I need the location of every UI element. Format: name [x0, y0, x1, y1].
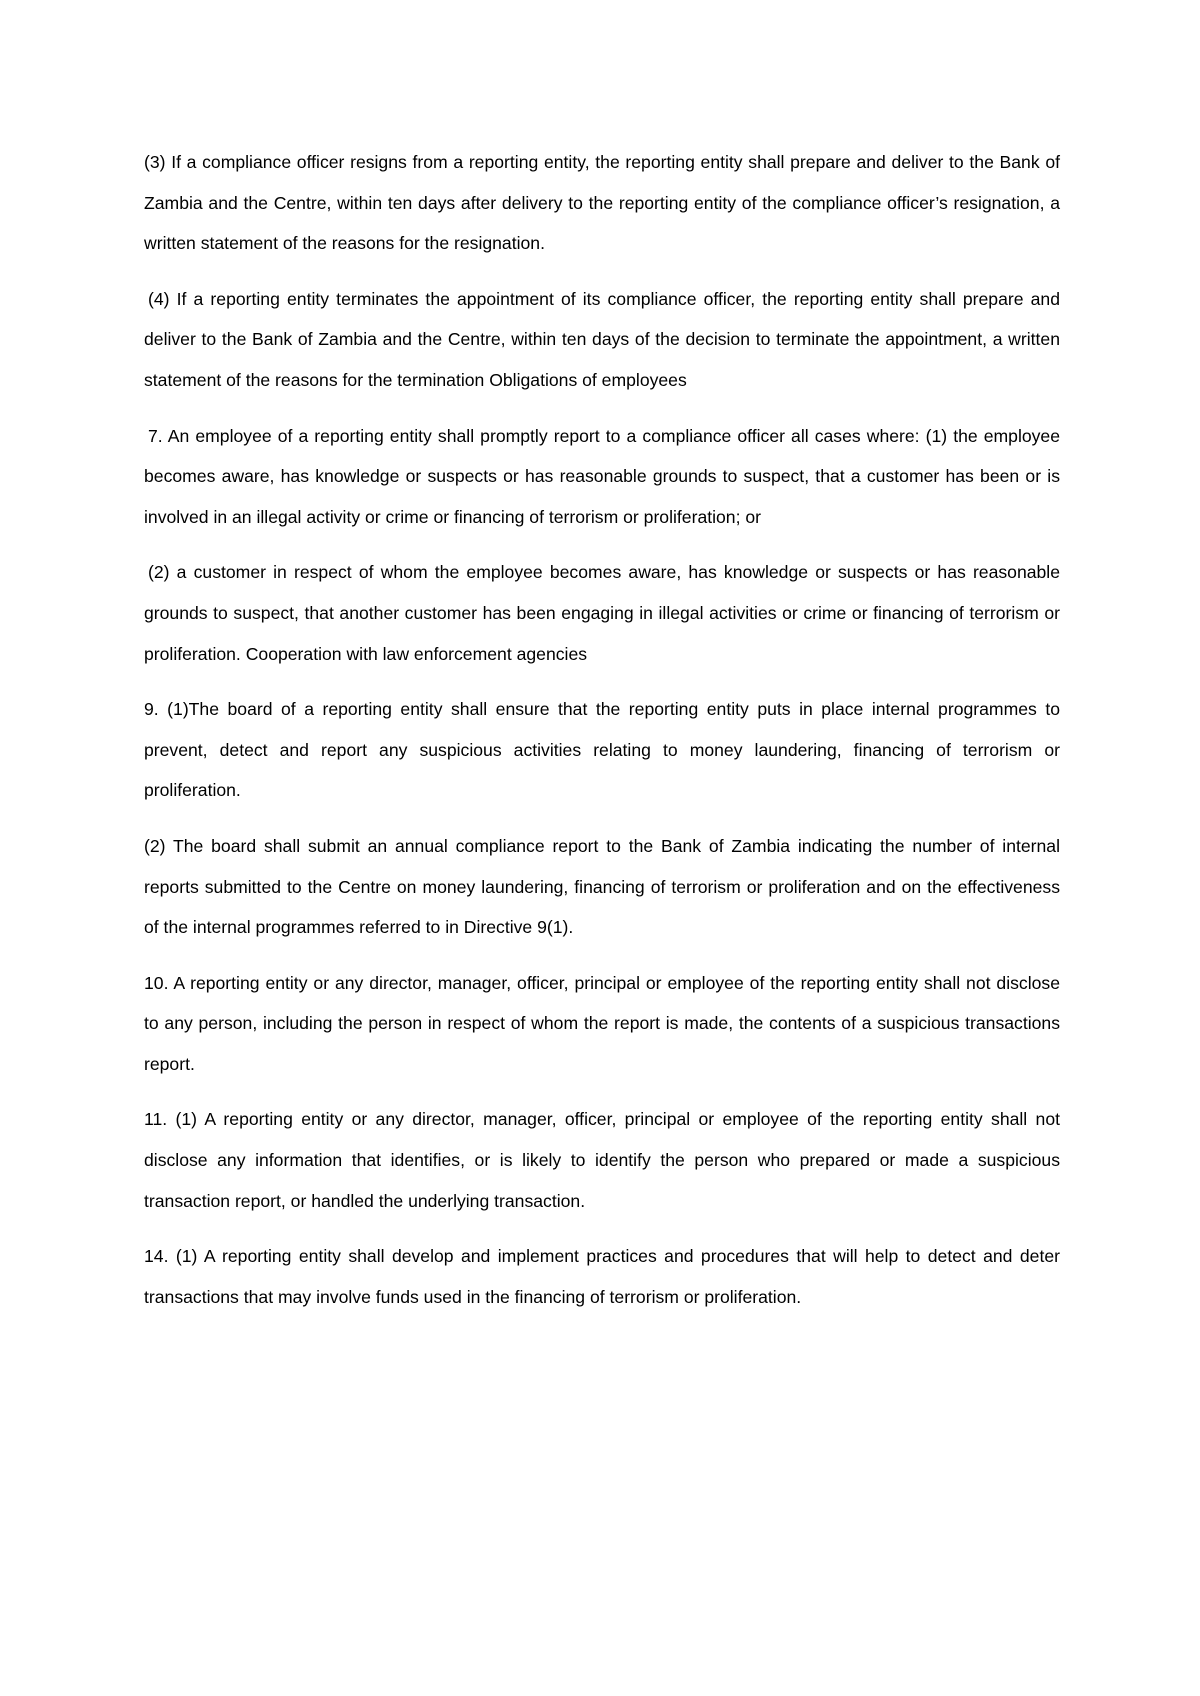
paragraph-10-disclosure: 10. A reporting entity or any director, manager, officer, principal or employee of the reporting entity shall not disclose to any person, including the person in respect of whom the report is made, the contents of a suspicious transactions report. [144, 972, 1060, 1074]
paragraph-3-resignation: (3) If a compliance officer resigns from a reporting entity, the reporting entity shall prepare and deliver to the Bank of Zambia and the Centre, within ten days after delivery to the reporting entity of the compliance officer’s resignation, a written statement of the reasons for the resignation. [144, 152, 1060, 254]
paragraph-14-practices: 14. (1) A reporting entity shall develop and implement practices and procedures that will help to detect and deter transactions that may involve funds used in the financing of terrorism or proliferation. [144, 1246, 1060, 1307]
document-body [144, 142, 1060, 1332]
paragraph-4-termination: (4) If a reporting entity terminates the appointment of its compliance officer, the reporting entity shall prepare and deliver to the Bank of Zambia and the Centre, within ten days of the decision to terminate the appointment, a written statement of the reasons for the termination Obligations of employees [144, 288, 1060, 390]
paragraph-9-1-board: 9. (1)The board of a reporting entity shall ensure that the reporting entity puts in place internal programmes to prevent, detect and report any suspicious activities relating to money laundering, financing of terrorism or proliferation. [144, 699, 1060, 801]
paragraph-9-2-annual-report: (2) The board shall submit an annual compliance report to the Bank of Zambia indicating the number of internal reports submitted to the Centre on money laundering, financing of terrorism or proliferation and on the effectiveness of the internal programmes referred to in Directive 9(1). [144, 835, 1060, 938]
paragraph-7-employee-report: 7. An employee of a reporting entity shall promptly report to a compliance officer all cases where: (1) the employee becomes aware, has knowledge or suspects or has reasonable grounds to suspect, that a customer has been or is involved in an illegal activity or crime or financing of terrorism or proliferation; or [144, 425, 1060, 527]
paragraph-7-2-customer: (2) a customer in respect of whom the employee becomes aware, has knowledge or suspects or has reasonable grounds to suspect, that another customer has been engaging in illegal activities or crime or financing of terrorism or proliferation. Cooperation with law enforcement agencies [144, 562, 1060, 664]
paragraph-11-identification: 11. (1) A reporting entity or any director, manager, officer, principal or employee of the reporting entity shall not disclose any information that identifies, or is likely to identify the person who prepared or made a suspicious transaction report, or handled the underlying transaction. [144, 1109, 1060, 1211]
